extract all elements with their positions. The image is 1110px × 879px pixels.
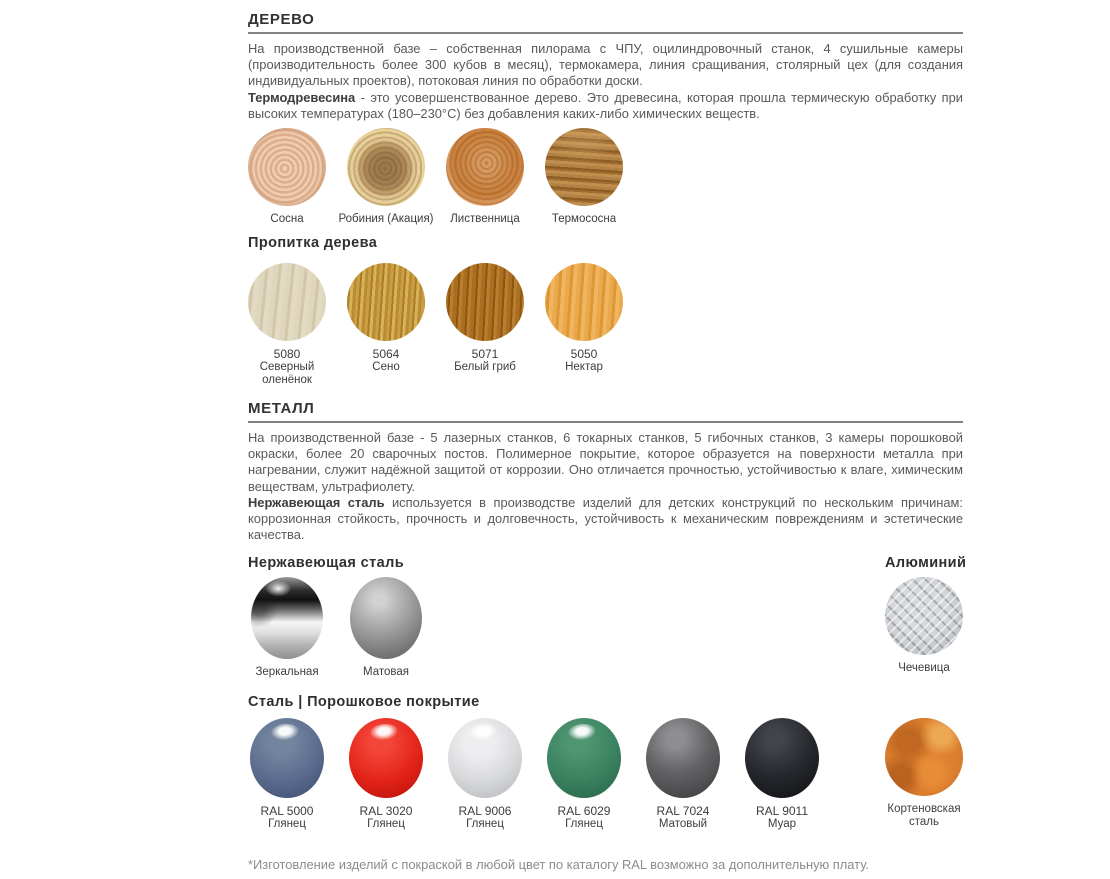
corten-steel-image [885, 718, 963, 796]
pine-wood-slice-image [248, 128, 326, 206]
swatch-5064 [347, 263, 425, 374]
swatch-code: RAL 5000 [260, 804, 314, 819]
swatch-finish: Глянец [466, 818, 504, 831]
wood-intro-paragraph: На производственной базе – собственная пилорама с ЧПУ, оцилиндровочный станок, 4 сушильные камеры (производительность более 300 кубов в месяц), термокамера, линия сращивания, столярный цех (для создания индивидуальных проектов), потоковая линия по обработки доски. [248, 41, 963, 89]
ral7024-sphere-image [646, 718, 720, 798]
swatch-name: Белый гриб [454, 361, 516, 374]
swatch-code: 5071 [471, 347, 499, 362]
swatch-label [261, 805, 314, 831]
aluminum-title: Алюминий [885, 555, 967, 572]
swatch-corten [885, 718, 963, 829]
powder-coating-title: Сталь | Порошковое покрытие [248, 694, 480, 711]
swatch-label [360, 805, 413, 831]
checker-plate-image [885, 577, 963, 655]
larch-wood-slice-image [446, 128, 524, 206]
swatch-label [439, 348, 531, 374]
robinia-wood-slice-image [347, 128, 425, 206]
wood-section-title: ДЕРЕВО [248, 11, 315, 28]
ral6029-sphere-image [547, 718, 621, 798]
swatch-label [459, 805, 512, 831]
swatch-label: Лиственница [450, 213, 520, 226]
wood-thermo-paragraph [248, 90, 963, 122]
thermo-lead-text: Термодревесина [248, 89, 356, 105]
impregnation-row [248, 263, 963, 387]
impregnation-5050-image [545, 263, 623, 341]
swatch-aluminum-checker [885, 577, 963, 675]
swatch-code: 5080 [273, 347, 301, 362]
page-content [248, 0, 967, 873]
swatch-ral9011 [743, 718, 821, 831]
thermopine-wood-image [545, 128, 623, 206]
ral-footnote: *Изготовление изделий с покраской в любой цвет по каталогу RAL возможно за дополнительную плату. [248, 857, 869, 873]
metal-stainless-paragraph [248, 495, 963, 544]
ral5000-sphere-image [250, 718, 324, 798]
stainless-title: Нержавеющая сталь [248, 555, 405, 572]
swatch-code: RAL 6029 [557, 804, 611, 819]
impregnation-5080-image [248, 263, 326, 341]
swatch-finish: Матовый [658, 818, 708, 831]
ral9011-sphere-image [745, 718, 819, 798]
swatch-finish: Глянец [367, 818, 405, 831]
metal-section-title: МЕТАЛЛ [248, 400, 315, 418]
impregnation-5071-image [446, 263, 524, 341]
swatch-label [241, 348, 333, 387]
swatch-ral7024 [644, 718, 722, 831]
swatch-code: RAL 7024 [656, 804, 710, 819]
swatch-label: Кортеновская сталь [887, 803, 961, 829]
swatch-label [657, 805, 710, 831]
stainless-row [248, 577, 963, 679]
swatch-5080 [248, 263, 326, 387]
swatch-pine [248, 128, 326, 226]
swatch-name: Северный оленёнок [259, 361, 315, 387]
swatch-5050 [545, 263, 623, 374]
wood-species-row [248, 128, 963, 226]
swatch-code: RAL 9006 [458, 804, 512, 819]
swatch-code: 5050 [570, 347, 598, 362]
swatch-robinia [338, 128, 434, 226]
swatch-label [340, 348, 432, 374]
swatch-code: 5064 [372, 347, 400, 362]
thermo-rest-text: - это усовершенствованное дерево. Это древесина, которая прошла термическую обработку при высоких температурах (180–230°С) без добавления каких-либо химических веществ. [248, 89, 963, 121]
swatch-label: Зеркальная [255, 666, 319, 679]
swatch-finish: Глянец [565, 818, 603, 831]
swatch-ral9006 [446, 718, 524, 831]
swatch-5071 [446, 263, 524, 374]
ral9006-sphere-image [448, 718, 522, 798]
swatch-label: Сосна [270, 213, 304, 226]
swatch-ral6029 [545, 718, 623, 831]
matte-steel-sphere-image [350, 577, 422, 659]
swatch-larch [446, 128, 524, 226]
swatch-name: Нектар [565, 361, 603, 374]
swatch-finish: Глянец [268, 818, 306, 831]
metal-section-divider [248, 421, 963, 423]
swatch-label: Термососна [551, 213, 617, 226]
stainless-lead-text: Нержавеющая сталь [248, 494, 385, 510]
swatch-ral3020 [347, 718, 425, 831]
swatch-ral5000 [248, 718, 326, 831]
swatch-mirror-steel [248, 577, 326, 679]
swatch-label [756, 805, 808, 831]
metal-intro-paragraph: На производственной базе - 5 лазерных станков, 6 токарных станков, 5 гибочных станков, 3 камеры порошковой окраски, более 20 сварочных постов. Полимерное покрытие, которое образуется на поверхности металла при нагревании, служит надёжной защитой от коррозии. Оно отличается прочностью, устойчивостью к влаге, химическим веществам, ультрафиолету. [248, 430, 963, 494]
impregnation-title: Пропитка дерева [248, 235, 378, 252]
swatch-name: Сено [372, 361, 400, 374]
swatch-thermopine [545, 128, 623, 226]
swatch-label: Чечевица [898, 662, 950, 675]
impregnation-5064-image [347, 263, 425, 341]
swatch-finish: Муар [767, 818, 797, 831]
swatch-label: Робиния (Акация) [338, 213, 434, 226]
swatch-code: RAL 3020 [359, 804, 413, 819]
swatch-code: RAL 9011 [755, 804, 809, 819]
mirror-steel-sphere-image [251, 577, 323, 659]
swatch-label [538, 348, 630, 374]
swatch-matte-steel [347, 577, 425, 679]
ral3020-sphere-image [349, 718, 423, 798]
swatch-label [558, 805, 611, 831]
swatch-label: Матовая [363, 666, 409, 679]
wood-section-divider [248, 32, 963, 34]
stainless-aluminum-headings [248, 555, 967, 572]
stainless-rest-text: используется в производстве изделий для детских конструкций по нескольким причинам: коррозионная стойкость, прочность и долговечность, устойчивость к механическим повреждениям и эстетические качества. [248, 494, 964, 543]
powder-coating-row [248, 718, 963, 831]
